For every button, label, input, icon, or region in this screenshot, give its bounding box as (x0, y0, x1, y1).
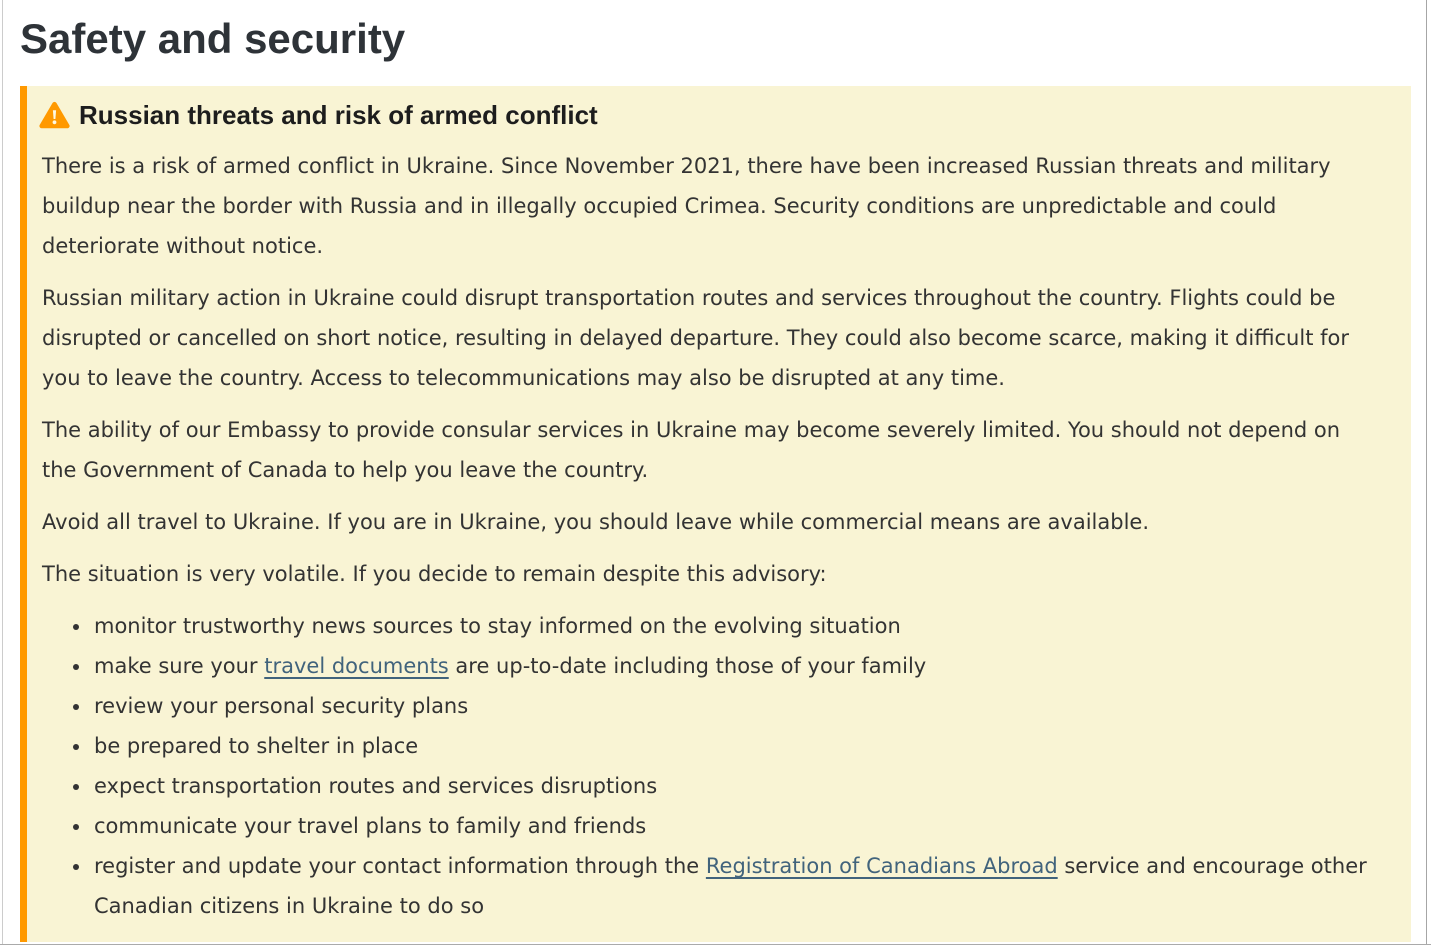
advisory-list-item (92, 606, 1381, 646)
list-item-text: are up-to-date including those of your family (448, 654, 927, 678)
list-item-text: communicate your travel plans to family and friends (94, 814, 647, 838)
list-item-text: review your personal security plans (94, 694, 469, 718)
alert-paragraph: Russian military action in Ukraine could disrupt transportation routes and services throughout the country. Flights could be disrupted or cancelled on short notice, resulting in delayed departure. They could also become scarce, making it difficult for you to leave the country. Access to telecommunications may also be disrupted at any time. (42, 286, 1349, 390)
registration-of-canadians-abroad-link[interactable]: Registration of Canadians Abroad (705, 854, 1058, 878)
alert-body (42, 146, 1381, 926)
list-item-text: expect transportation routes and services disruptions (94, 774, 658, 798)
alert-paragraph: Avoid all travel to Ukraine. If you are in Ukraine, you should leave while commercial means are available. (42, 510, 1150, 534)
advisory-list-item (92, 766, 1381, 806)
alert-paragraph: The ability of our Embassy to provide consular services in Ukraine may become severely limited. You should not depend on the Government of Canada to help you leave the country. (42, 418, 1341, 482)
list-item-text: be prepared to shelter in place (94, 734, 419, 758)
alert-title-row (42, 98, 1381, 132)
warning-alert (20, 86, 1411, 942)
advisory-list-item (92, 726, 1381, 766)
page-title: Safety and security (20, 15, 406, 62)
warning-triangle-icon (39, 101, 70, 129)
advisory-list-item (92, 846, 1381, 926)
list-item-text: monitor trustworthy news sources to stay informed on the evolving situation (94, 614, 901, 638)
advisory-list-item (92, 806, 1381, 846)
travel-documents-link[interactable]: travel documents (264, 654, 449, 678)
frame-border-bottom (0, 944, 1431, 945)
list-item-text: service and encourage other Canadian citizens in Ukraine to do so (94, 854, 1367, 918)
advisory-list (42, 606, 1381, 926)
alert-paragraph: There is a risk of armed conflict in Ukraine. Since November 2021, there have been increased Russian threats and military buildup near the border with Russia and in illegally occupied Crimea. Security conditions are unpredictable and could deteriorate without notice. (42, 154, 1331, 258)
alert-title: Russian threats and risk of armed conflict (79, 100, 598, 130)
advisory-list-item (92, 646, 1381, 686)
advisory-list-item (92, 686, 1381, 726)
frame-border-right (1426, 0, 1427, 944)
list-item-text: register and update your contact information through the (94, 854, 706, 878)
alert-paragraph: The situation is very volatile. If you decide to remain despite this advisory: (42, 562, 827, 586)
list-item-text: make sure your (94, 654, 265, 678)
frame-border-left (2, 0, 3, 944)
